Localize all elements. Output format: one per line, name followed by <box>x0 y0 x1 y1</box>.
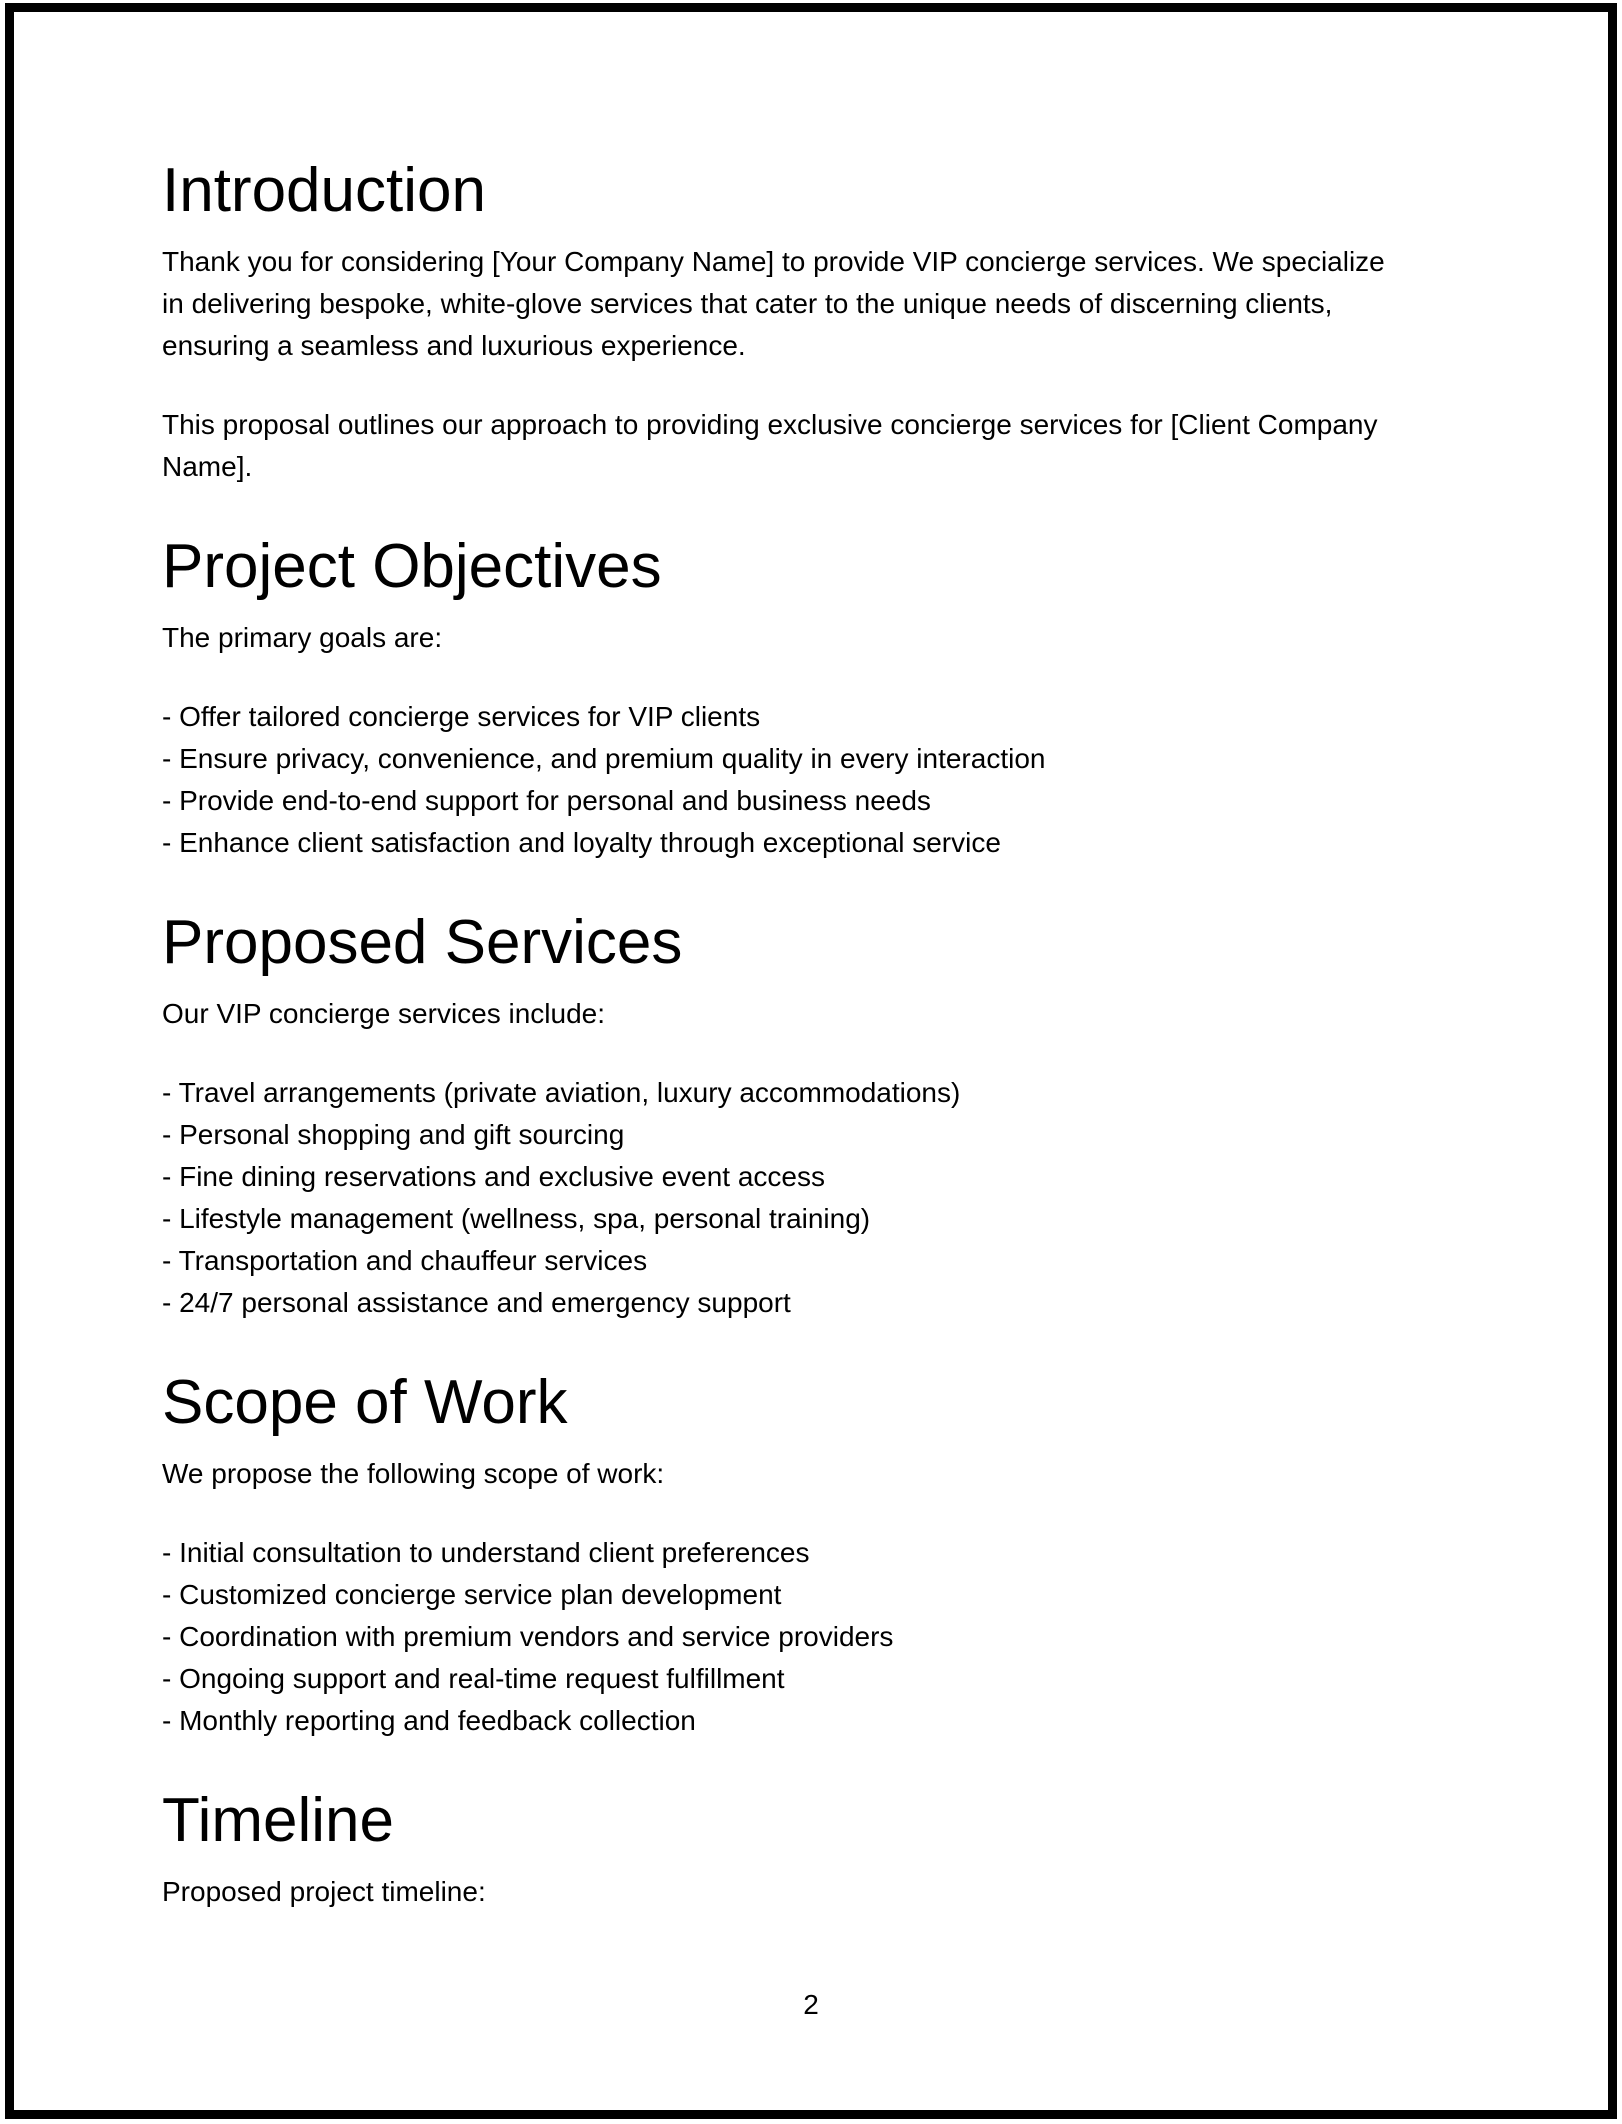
paragraph-intro-2: This proposal outlines our approach to providing exclusive concierge services for [Client Company Name]. <box>162 409 1378 482</box>
list-item: - Monthly reporting and feedback collection <box>162 1705 696 1736</box>
scope-list <box>162 1532 1392 1742</box>
section-scope-of-work <box>162 1367 1392 1742</box>
section-heading-proposed-services: Proposed Services <box>162 908 683 977</box>
paragraph-scope-lead: We propose the following scope of work: <box>162 1458 665 1489</box>
list-item: - Transportation and chauffeur services <box>162 1245 648 1276</box>
list-item: - Ongoing support and real-time request fulfillment <box>162 1663 785 1694</box>
list-item: - Offer tailored concierge services for VIP clients <box>162 701 761 732</box>
section-heading-introduction: Introduction <box>162 156 486 225</box>
page-number: 2 <box>803 1989 819 2020</box>
section-introduction <box>162 155 1392 488</box>
services-list <box>162 1072 1392 1324</box>
list-item: - Customized concierge service plan development <box>162 1579 782 1610</box>
section-project-objectives <box>162 531 1392 864</box>
list-item: - Fine dining reservations and exclusive event access <box>162 1161 826 1192</box>
list-item: - Ensure privacy, convenience, and premium quality in every interaction <box>162 743 1046 774</box>
section-heading-timeline: Timeline <box>162 1786 394 1855</box>
list-item: - Personal shopping and gift sourcing <box>162 1119 625 1150</box>
paragraph-intro-1: Thank you for considering [Your Company Name] to provide VIP concierge services. We specialize in delivering bespoke, white-glove services that cater to the unique needs of discerning clients, ensuring a seamless and luxurious experience. <box>162 246 1385 361</box>
section-heading-scope-of-work: Scope of Work <box>162 1368 568 1437</box>
list-item: - 24/7 personal assistance and emergency support <box>162 1287 791 1318</box>
list-item: - Coordination with premium vendors and service providers <box>162 1621 894 1652</box>
paragraph-timeline-lead: Proposed project timeline: <box>162 1876 486 1907</box>
section-heading-project-objectives: Project Objectives <box>162 532 662 601</box>
objectives-list <box>162 696 1392 864</box>
list-item: - Enhance client satisfaction and loyalty through exceptional service <box>162 827 1001 858</box>
list-item: - Travel arrangements (private aviation, luxury accommodations) <box>162 1077 961 1108</box>
list-item: - Lifestyle management (wellness, spa, personal training) <box>162 1203 871 1234</box>
document-page <box>162 0 1392 1950</box>
paragraph-objectives-lead: The primary goals are: <box>162 622 443 653</box>
section-timeline <box>162 1785 1392 1913</box>
section-proposed-services <box>162 907 1392 1324</box>
paragraph-services-lead: Our VIP concierge services include: <box>162 998 606 1029</box>
list-item: - Initial consultation to understand client preferences <box>162 1537 810 1568</box>
list-item: - Provide end-to-end support for personal and business needs <box>162 785 931 816</box>
